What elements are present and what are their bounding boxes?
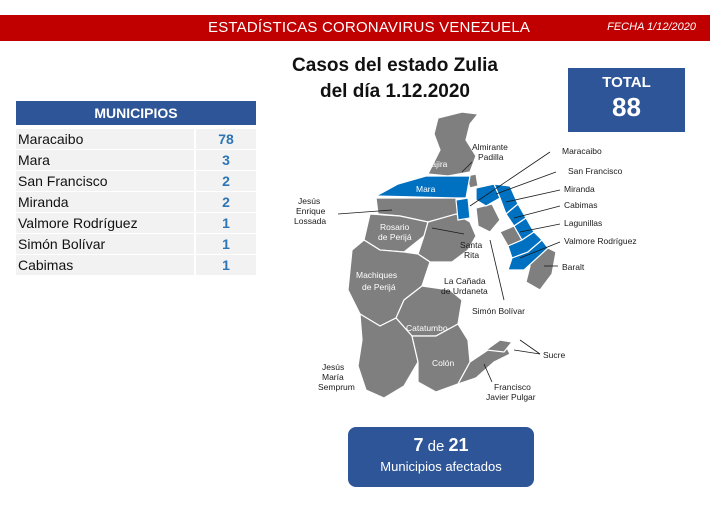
total-value: 88 bbox=[612, 92, 641, 122]
municipio-count: 78 bbox=[196, 129, 256, 149]
top-banner bbox=[0, 15, 710, 41]
affected-box bbox=[348, 427, 534, 487]
leader-sucre-a bbox=[520, 340, 540, 354]
label-baralt: Baralt bbox=[562, 262, 585, 272]
affected-total: 21 bbox=[448, 435, 469, 455]
region-maracaibo bbox=[456, 198, 470, 220]
banner-date: FECHA 1/12/2020 bbox=[607, 21, 696, 33]
municipio-name: Miranda bbox=[16, 192, 194, 212]
label-simon-bolivar: Simón Bolívar bbox=[472, 306, 525, 316]
municipio-count: 1 bbox=[196, 255, 256, 275]
leader-san-francisco bbox=[496, 172, 556, 194]
label-lagunillas: Lagunillas bbox=[564, 218, 603, 228]
affected-count-line bbox=[348, 435, 534, 456]
total-label: TOTAL bbox=[602, 74, 651, 91]
affected-connector: de bbox=[427, 438, 445, 455]
municipio-count: 1 bbox=[196, 234, 256, 254]
label-mara: Mara bbox=[416, 184, 436, 194]
label-colon: Colón bbox=[432, 358, 455, 368]
label-francisco-javier-pulgar-1: Francisco bbox=[494, 382, 531, 392]
table-row bbox=[16, 255, 256, 276]
label-catatumbo: Catatumbo bbox=[406, 323, 448, 333]
municipio-count: 2 bbox=[196, 192, 256, 212]
label-cabimas: Cabimas bbox=[564, 200, 598, 210]
table-row bbox=[16, 213, 256, 234]
label-almirante-padilla-2: Padilla bbox=[478, 152, 504, 162]
affected-label: Municipios afectados bbox=[380, 459, 502, 474]
table-row bbox=[16, 171, 256, 192]
table-row bbox=[16, 129, 256, 150]
label-canada-2: de Urdaneta bbox=[441, 286, 488, 296]
label-san-francisco: San Francisco bbox=[568, 166, 623, 176]
label-jesus-maria-semprum-2: María bbox=[322, 372, 344, 382]
municipios-table bbox=[16, 129, 256, 276]
label-santa-rita-1: Santa bbox=[460, 240, 483, 250]
label-guajira: Guajira bbox=[420, 159, 448, 169]
affected-count: 7 bbox=[413, 435, 424, 455]
label-rosario-2: de Perijá bbox=[378, 232, 412, 242]
zulia-map bbox=[290, 110, 690, 410]
municipio-name: Cabimas bbox=[16, 255, 194, 275]
label-jesus-maria-semprum-3: Semprum bbox=[318, 382, 355, 392]
label-jesus-enrique-lossada-2: Enrique bbox=[296, 206, 326, 216]
label-machiques-1: Machiques bbox=[356, 270, 398, 280]
municipios-header: MUNICIPIOS bbox=[16, 101, 256, 125]
label-almirante-padilla-1: Almirante bbox=[472, 142, 508, 152]
municipio-name: San Francisco bbox=[16, 171, 194, 191]
label-jesus-enrique-lossada-1: Jesús bbox=[298, 196, 321, 206]
leader-sucre-b bbox=[514, 350, 540, 354]
label-jesus-enrique-lossada-3: Lossada bbox=[294, 216, 327, 226]
page-title-line2: del día 1.12.2020 bbox=[320, 81, 470, 102]
table-row bbox=[16, 234, 256, 255]
label-sucre: Sucre bbox=[543, 350, 566, 360]
page-title-line1: Casos del estado Zulia bbox=[292, 55, 498, 76]
table-row bbox=[16, 150, 256, 171]
region-santa-rita bbox=[476, 204, 500, 232]
label-santa-rita-2: Rita bbox=[464, 250, 480, 260]
label-maracaibo: Maracaibo bbox=[562, 146, 602, 156]
banner-title: ESTADÍSTICAS CORONAVIRUS VENEZUELA bbox=[208, 19, 531, 36]
label-francisco-javier-pulgar-2: Javier Pulgar bbox=[486, 392, 536, 402]
municipio-name: Simón Bolívar bbox=[16, 234, 194, 254]
municipio-count: 1 bbox=[196, 213, 256, 233]
label-rosario-1: Rosario bbox=[380, 222, 410, 232]
page-title bbox=[255, 53, 535, 105]
label-valmore-rodriguez: Valmore Rodríguez bbox=[564, 236, 637, 246]
label-machiques-2: de Perijá bbox=[362, 282, 396, 292]
municipio-name: Valmore Rodríguez bbox=[16, 213, 194, 233]
leader-simon-bolivar bbox=[490, 240, 504, 300]
label-canada-1: La Cañada bbox=[444, 276, 486, 286]
municipio-count: 3 bbox=[196, 150, 256, 170]
label-jesus-maria-semprum-1: Jesús bbox=[322, 362, 345, 372]
table-row bbox=[16, 192, 256, 213]
municipio-name: Mara bbox=[16, 150, 194, 170]
municipio-count: 2 bbox=[196, 171, 256, 191]
municipio-name: Maracaibo bbox=[16, 129, 194, 149]
label-miranda: Miranda bbox=[564, 184, 595, 194]
